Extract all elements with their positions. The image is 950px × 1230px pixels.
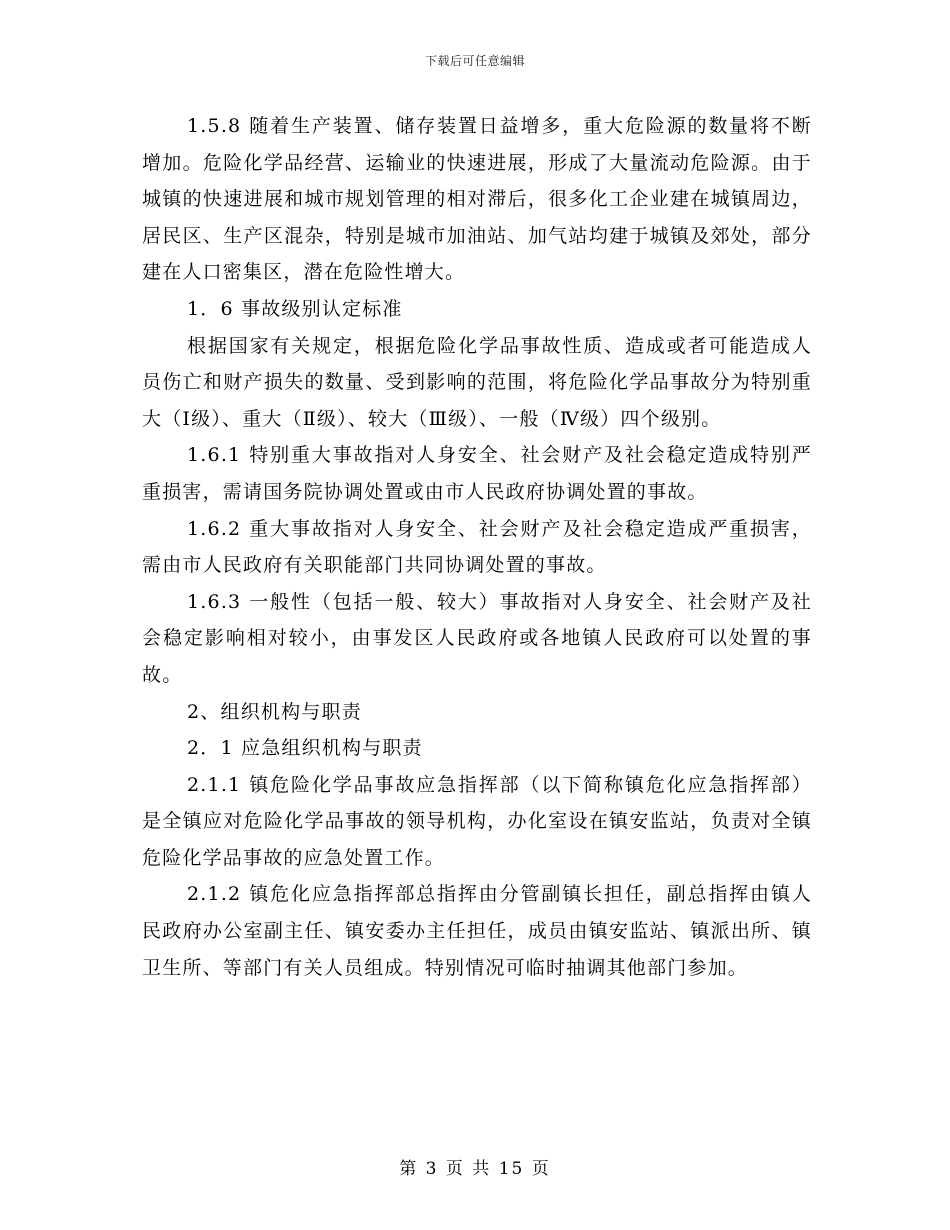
paragraph-1-6-2: 1.6.2 重大事故指对人身安全、社会财产及社会稳定造成严重损害，需由市人民政府有关职能部门共同协调处置的事故。 bbox=[142, 517, 812, 577]
page-header-note: 下载后可任意编辑 bbox=[424, 54, 525, 68]
paragraph-2-1-2: 2.1.2 镇危化应急指挥部总指挥由分管副镇长担任，副总指挥由镇人民政府办公室副主任、镇安委办主任担任，成员由镇安监站、镇派出所、镇卫生所、等部门有关人员组成。特别情况可临时抽调其他部门参加。 bbox=[142, 883, 812, 979]
document-body bbox=[142, 108, 812, 986]
section-heading-1-6: 1．6 事故级别认定标准 bbox=[187, 297, 403, 320]
paragraph-2-1-1: 2.1.1 镇危险化学品事故应急指挥部（以下简称镇危化应急指挥部）是全镇应对危险化学品事故的领导机构，办化室设在镇安监站，负责对全镇危险化学品事故的应急处置工作。 bbox=[142, 773, 812, 869]
paragraph-1-5-8: 1.5.8 随着生产装置、储存装置日益增多，重大危险源的数量将不断增加。危险化学品经营、运输业的快速进展，形成了大量流动危险源。由于城镇的快速进展和城市规划管理的相对滞后，很多化工企业建在城镇周边，居民区、生产区混杂，特别是城市加油站、加气站均建于城镇及郊处，部分建在人口密集区，潜在危险性增大。 bbox=[142, 115, 812, 284]
section-heading-2-1: 2．1 应急组织机构与职责 bbox=[187, 737, 423, 760]
paragraph-1-6-3: 1.6.3 一般性（包括一般、较大）事故指对人身安全、社会财产及社会稳定影响相对较小，由事发区人民政府或各地镇人民政府可以处置的事故。 bbox=[142, 590, 812, 686]
section-heading-2: 2、组织机构与职责 bbox=[187, 700, 362, 723]
paragraph-classification: 根据国家有关规定，根据危险化学品事故性质、造成或者可能造成人员伤亡和财产损失的数量、受到影响的范围，将危险化学品事故分为特别重大（Ⅰ级）、重大（Ⅱ级）、较大（Ⅲ级）、一般（Ⅳ级）四个级别。 bbox=[142, 334, 812, 430]
paragraph-1-6-1: 1.6.1 特别重大事故指对人身安全、社会财产及社会稳定造成特别严重损害，需请国务院协调处置或由市人民政府协调处置的事故。 bbox=[142, 444, 812, 503]
page-number-footer: 第 3 页 共 15 页 bbox=[399, 1159, 551, 1179]
